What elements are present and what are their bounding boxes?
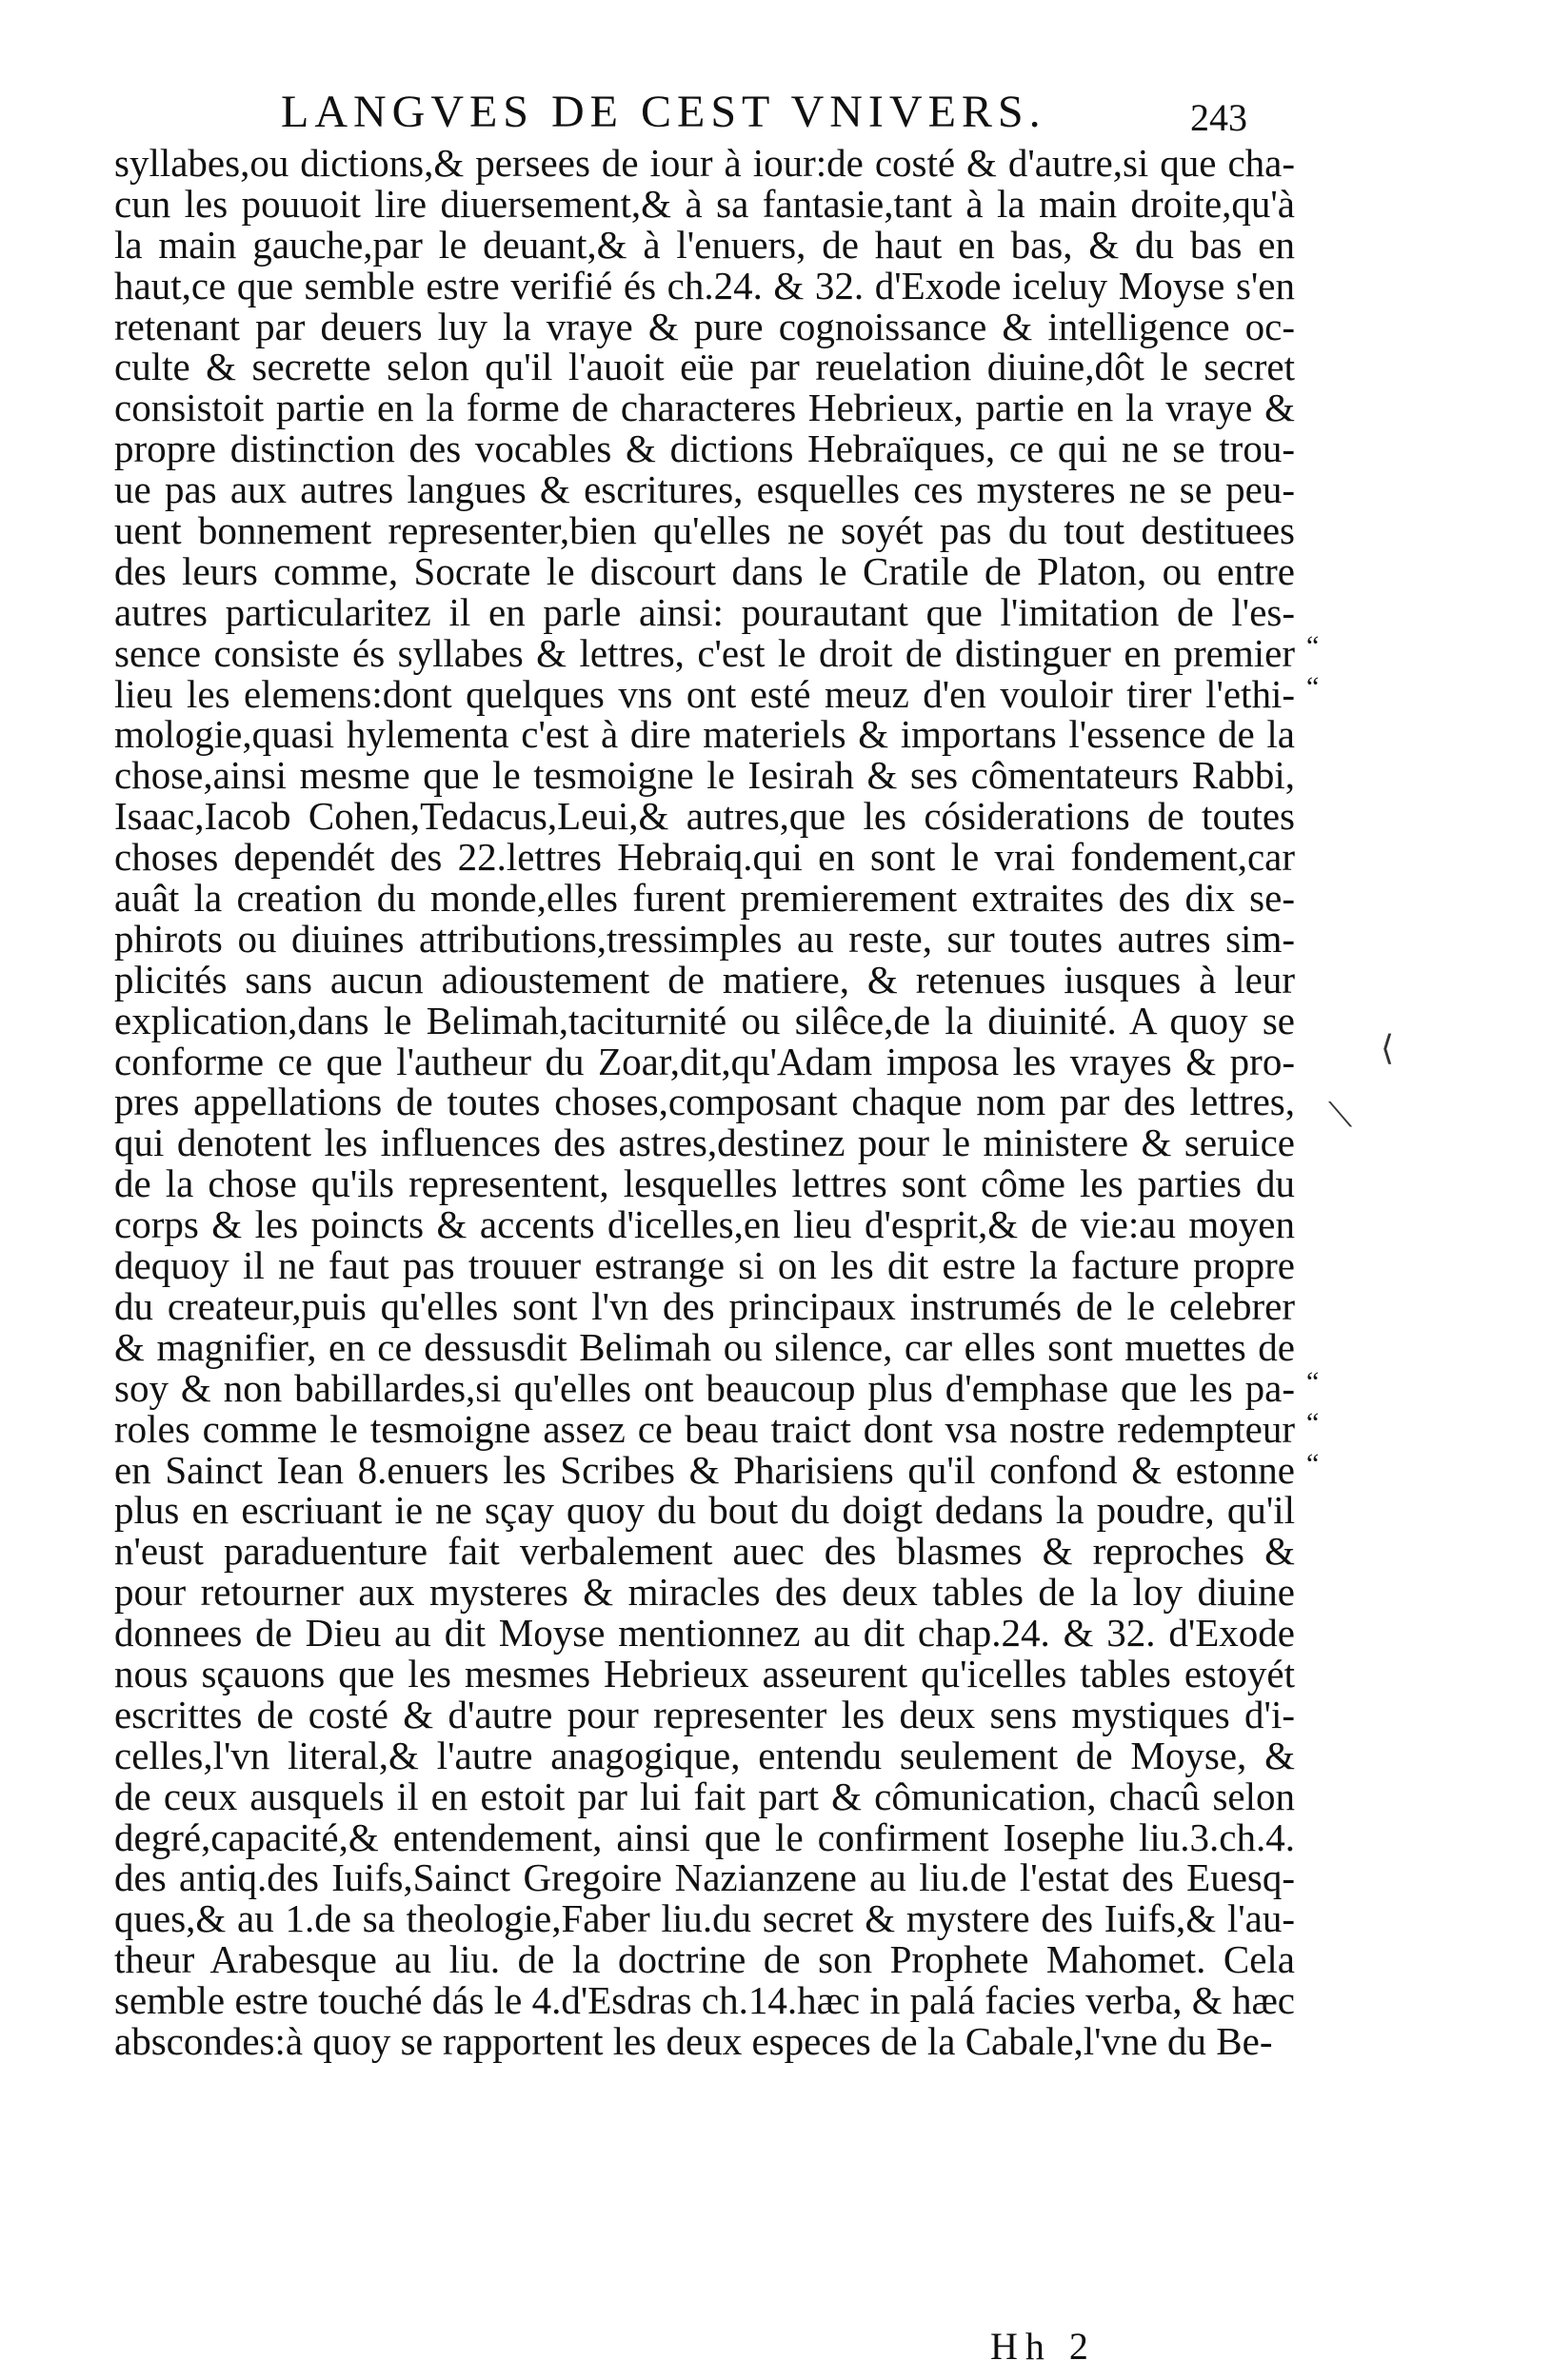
- text-line: auât la creation du monde,elles furent premierement extraites des dix se-: [114, 876, 1295, 921]
- text-line: pour retourner aux mysteres & miracles des deux tables de la loy diuine: [114, 1570, 1295, 1615]
- text-line: lieu les elemens:dont quelques vns ont esté meuz d'en vouloir tirer l'ethi-: [114, 671, 1295, 716]
- text-line: corps & les poincts & accents d'icelles,en lieu d'esprit,& de vie:au moyen: [114, 1202, 1295, 1247]
- text-line: des antiq.des Iuifs,Sainct Gregoire Nazianzene au liu.de l'estat des Euesq-: [114, 1855, 1295, 1900]
- text-line: explication,dans le Belimah,taciturnité ou silêce,de la diuinité. A quoy se: [114, 998, 1295, 1042]
- text-line: des leurs comme, Socrate le discourt dans le Cratile de Platon, ou entre: [114, 548, 1295, 593]
- text-line: cun les pouuoit lire diuersement,& à sa fantasie,tant à la main droite,qu'à: [114, 181, 1295, 226]
- page-number: 243: [1190, 96, 1247, 139]
- marginal-quote-mark: “: [1306, 1407, 1320, 1438]
- text-line: plus en escriuant ie ne sçay quoy du bout du doigt dedans la poudre, qu'il: [114, 1488, 1295, 1533]
- text-line: plicités sans aucun adioustement de matiere, & retenues iusques à leur: [114, 957, 1295, 1002]
- text-line: phirots ou diuines attributions,tressimples au reste, sur toutes autres sim-: [114, 916, 1295, 961]
- text-line: mologie,quasi hylementa c'est à dire materiels & importans l'essence de la: [114, 712, 1295, 757]
- marginal-quote-mark: “: [1306, 1366, 1320, 1398]
- text-line: n'eust paraduenture fait verbalement auec des blasmes & reproches &: [114, 1529, 1295, 1574]
- margin-stroke-mark: ⟨: [1381, 1029, 1395, 1067]
- text-line: conforme ce que l'autheur du Zoar,dit,qu'Adam imposa les vrayes & pro-: [114, 1039, 1295, 1083]
- text-line: escrittes de costé & d'autre pour representer les deux sens mystiques d'i-: [114, 1692, 1295, 1736]
- running-head: [0, 84, 1552, 141]
- text-line: degré,capacité,& entendement, ainsi que le confirment Iosephe liu.3.ch.4.: [114, 1815, 1295, 1859]
- running-title: LANGVES DE CEST VNIVERS.: [281, 87, 1046, 137]
- marginal-quote-mark: “: [1306, 630, 1320, 662]
- text-line: pres appellations de toutes choses,composant chaque nom par des lettres,: [114, 1080, 1295, 1124]
- text-line: chose,ainsi mesme que le tesmoigne le Iesirah & ses cômentateurs Rabbi,: [114, 753, 1295, 798]
- text-line: haut,ce que semble estre verifié és ch.24. & 32. d'Exode iceluy Moyse s'en: [114, 263, 1295, 307]
- text-line: theur Arabesque au liu. de la doctrine de son Prophete Mahomet. Cela: [114, 1937, 1295, 1982]
- text-line: du createur,puis qu'elles sont l'vn des principaux instrumés de le celebrer: [114, 1283, 1295, 1328]
- body-text: [114, 143, 1295, 2062]
- text-line: Isaac,Iacob Cohen,Tedacus,Leui,& autres,que les cósiderations de toutes: [114, 794, 1295, 839]
- text-line: semble estre touché dás le 4.d'Esdras ch.14.hæc in palá facies verba, & hæc: [114, 1978, 1295, 2023]
- text-line: & magnifier, en ce dessusdit Belimah ou silence, car elles sont muettes de: [114, 1324, 1295, 1369]
- text-line: soy & non babillardes,si qu'elles ont beaucoup plus d'emphase que les pa-: [114, 1365, 1295, 1410]
- text-line: retenant par deuers luy la vraye & pure cognoissance & intelligence oc-: [114, 304, 1295, 348]
- text-line: celles,l'vn literal,& l'autre anagogique, entendu seulement de Moyse, &: [114, 1733, 1295, 1777]
- text-line: de ceux ausquels il en estoit par lui fait part & cômunication, chacû selon: [114, 1774, 1295, 1818]
- text-line: autres particularitez il en parle ainsi: pourautant que l'imitation de l'es-: [114, 589, 1295, 634]
- text-line: abscondes:à quoy se rapportent les deux especes de la Cabale,l'vne du Be-: [114, 2018, 1273, 2063]
- marginal-quote-mark: “: [1306, 671, 1320, 703]
- text-line: dequoy il ne faut pas trouuer estrange si on les dit estre la facture propre: [114, 1243, 1295, 1288]
- text-line: la main gauche,par le deuant,& à l'enuers, de haut en bas, & du bas en: [114, 222, 1295, 267]
- text-line: propre distinction des vocables & dictions Hebraïques, ce qui ne se trou-: [114, 426, 1295, 471]
- text-line: sence consiste és syllabes & lettres, c'est le droit de distinguer en premier: [114, 630, 1295, 675]
- text-line: nous sçauons que les mesmes Hebrieux asseurent qu'icelles tables estoyét: [114, 1651, 1295, 1696]
- margin-stroke-mark: ⟍: [1328, 1096, 1353, 1134]
- text-line: uent bonnement representer,bien qu'elles ne soyét pas du tout destituees: [114, 508, 1295, 553]
- marginal-quote-mark: “: [1306, 1448, 1320, 1479]
- signature-mark: Hh 2: [990, 2325, 1096, 2368]
- text-line: culte & secrette selon qu'il l'auoit eüe par reuelation diuine,dôt le secret: [114, 345, 1295, 389]
- text-line: syllabes,ou dictions,& persees de iour à iour:de costé & d'autre,si que cha-: [114, 141, 1295, 185]
- text-line: ue pas aux autres langues & escritures, esquelles ces mysteres ne se peu-: [114, 467, 1295, 512]
- text-line: ques,& au 1.de sa theologie,Faber liu.du secret & mystere des Iuifs,& l'au-: [114, 1896, 1295, 1941]
- text-line: qui denotent les influences des astres,destinez pour le ministere & seruice: [114, 1121, 1295, 1165]
- text-line: choses dependét des 22.lettres Hebraiq.qui en sont le vrai fondement,car: [114, 835, 1295, 880]
- text-line: roles comme le tesmoigne assez ce beau traict dont vsa nostre redempteur: [114, 1406, 1295, 1451]
- text-line: de la chose qu'ils representent, lesquelles lettres sont côme les parties du: [114, 1161, 1295, 1206]
- text-line: en Sainct Iean 8.enuers les Scribes & Pharisiens qu'il confond & estonne: [114, 1447, 1295, 1492]
- text-line: donnees de Dieu au dit Moyse mentionnez au dit chap.24. & 32. d'Exode: [114, 1611, 1295, 1656]
- text-line: consistoit partie en la forme de characteres Hebrieux, partie en la vraye &: [114, 386, 1295, 430]
